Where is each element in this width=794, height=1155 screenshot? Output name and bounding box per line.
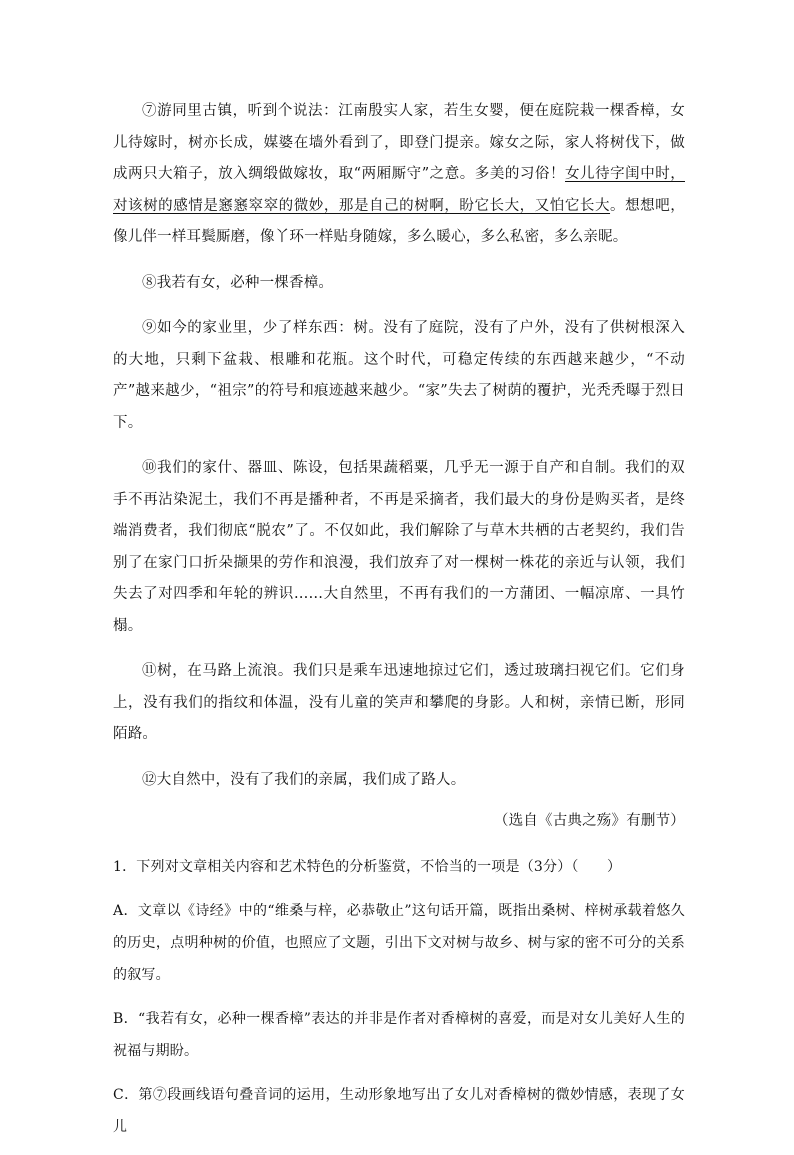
paragraph-11: ⑪树，在马路上流浪。我们只是乘车迅速地掠过它们，透过玻璃扫视它们。它们身上，没有我们的指纹和体温，没有儿童的笑声和攀爬的身影。人和树，亲情已断，形同陌路。	[113, 663, 685, 742]
paragraph-7-text-end: 。想想吧，像儿伴一样耳鬓厮磨，像丫环一样贴身随嫁，多么暖心，多么私密，多么亲昵。	[113, 197, 685, 245]
paragraph-10: ⑩我们的家什、器皿、陈设，包括果蔬稻粟，几乎无一源于自产和自制。我们的双手不再沾染泥土，我们不再是播种者，不再是采摘者，我们最大的身份是购买者，是终端消费者，我们彻底“脱农”了。不仅如此，我们解除了与草木共栖的古老契约，我们告别了在家门口折朵撷果的劳作和浪漫，我们放弃了对一棵树一株花的亲近与认领，我们失去了对四季和年轮的辨识……大自然里，不再有我们的一方蒲团、一幅凉席、一具竹榻。	[113, 460, 685, 634]
option-b: B．“我若有女，必种一棵香樟”表达的并非是作者对香樟树的喜爱，而是对女儿美好人生的祝福与期盼。	[113, 1011, 685, 1059]
document-body	[113, 96, 685, 1155]
option-c: C．第⑦段画线语句叠音词的运用，生动形象地写出了女儿对香樟树的微妙情感，表现了女儿	[113, 1087, 685, 1135]
paragraph-8: ⑧我若有女，必种一棵香樟。	[142, 274, 334, 291]
underlined-sentence: 女儿待字闺中时，对该树的感情是窸窸窣窣的微妙，那是自己的树啊，盼它长大，又怕它长大	[113, 166, 685, 214]
paragraph-9: ⑨如今的家业里，少了样东西：树。没有了庭院，没有了户外，没有了供树根深入的大地，只剩下盆栽、根雕和花瓶。这个时代，可稳定传续的东西越来越少，“不动产”越来越少，“祖宗”的符号和痕迹越来越少。“家”失去了树荫的覆护，光秃秃曝于烈日下。	[113, 320, 685, 431]
paragraph-12: ⑫大自然中，没有了我们的亲属，我们成了路人。	[142, 771, 466, 788]
paragraph-7	[113, 96, 685, 254]
question-stem: 1．下列对文章相关内容和艺术特色的分析鉴赏，不恰当的一项是（3分）（ ）	[113, 858, 622, 875]
option-a: A．文章以《诗经》中的“维桑与梓，必恭敬止”这句话开篇，既指出桑树、梓树承载着悠久的历史，点明种树的价值，也照应了文题，引出下文对树与故乡、树与家的密不可分的关系的叙写。	[113, 903, 685, 983]
paragraph-7-text-start: ⑦游同里古镇，听到个说法：江南殷实人家，若生女婴，便在庭院栽一棵香樟，女儿待嫁时，树亦长成，媒婆在墙外看到了，即登门提亲。嫁女之际，家人将树伐下，做成两只大箱子，放入绸缎做嫁妆，取“两厢厮守”之意。多美的习俗！	[113, 103, 685, 182]
source-citation: （选自《古典之殇》有删节）	[493, 813, 685, 829]
